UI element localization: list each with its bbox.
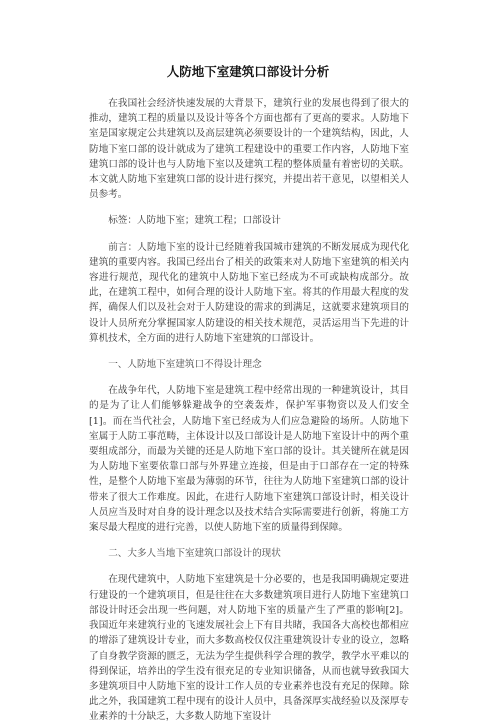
- section-1-heading: 一、人防地下室建筑口不得设计理念: [108, 359, 262, 371]
- spacer: [89, 229, 409, 240]
- spacer: [89, 372, 409, 383]
- document-body: [89, 96, 409, 725]
- keywords-line: 标签：人防地下室；建筑工程；口部设计: [108, 215, 281, 227]
- spacer: [89, 561, 409, 572]
- preface-paragraph: 前言：人防地下室的设计已经随着我国城市建筑的不断发展成为现代化建筑的重要内容。我国已经出台了相关的政策来对人防地下室建筑的相关内容进行规范，现代化的建筑中人防地下室已经成为不可或缺构成部分。故此，在建筑工程中，如何合理的设计人防地下室。将其的作用最大程度的发挥，确保人们以及社会对于人防建设的需求的到满足，这就要求建筑项目的设计人员所充分掌握国家人防建设的相关技术规范，灵活运用当下先进的计算机技术，全方面的进行人防地下室建筑的口部设计。: [89, 241, 409, 344]
- spacer: [89, 346, 409, 357]
- spacer: [89, 535, 409, 546]
- document-title: 人防地下室建筑口部设计分析: [166, 64, 330, 79]
- spacer: [89, 202, 409, 213]
- section-2-heading: 二、大多人当地下室建筑口部设计的现状: [108, 548, 281, 560]
- section-2-paragraph: 在现代建筑中，人防地下室建筑是十分必要的，也是我国明确规定要进行建设的一个建筑项目，但是往往在大多数建筑项目进行人防地下室建筑口部设计时还会出现一些问题，对人防地下室的质量产生了严重的影响[2]。我国近年来建筑行业的飞速发展社会上下有目共睹，我国各大高校也都相应的增添了建筑设计专业，而大多数高校仅仅注重建筑设计专业的设立，忽略了自身教学资源的匮乏，无法为学生提供科学合理的教学，教学水平难以的得到保证，培养出的学生没有很充足的专业知识储备，从而也就导致我国大多建筑项目中人防地下室的设计工作人员的专业素养也没有充足的保障。除此之外，我国建筑工程中现有的设计人员中，具备深厚实战经验以及深厚专业素养的十分缺乏，大多数人防地下室设计: [89, 574, 409, 723]
- abstract-paragraph: 在我国社会经济快速发展的大背景下，建筑行业的发展也得到了很大的推动，建筑工程的质量以及设计等各个方面也都有了更高的要求。人防地下室是国家规定公共建筑以及高层建筑必须要设计的一个建筑结构，因此，人防地下室口部的设计就成为了建筑工程建设中的重要工作内容，人防地下室建筑口部的设计也与人防地下室以及建筑工程的整体质量有着密切的关联。本文就人防地下室建筑口部的设计进行探究，并提出若干意见，以望相关人员参考。: [89, 98, 409, 201]
- section-1-paragraph: 在战争年代，人防地下室是建筑工程中经常出现的一种建筑设计，其目的是为了让人们能够躲避战争的空袭轰炸，保护军事物资以及人们安全[1]。而在当代社会，人防地下室已经成为人们应急避险的场所。人防地下室属于人防工事范畴，主体设计以及口部设计是人防地下室设计中的两个重要组成部分，而最为关键的还是人防地下室口部的设计。其关键所在就是因为人防地下室要依靠口部与外界建立连接，但是由于口部存在一定的特殊性，是整个人防地下室最为薄弱的环节，往往为人防地下室建筑口部的设计带来了很大工作难度。因此，在进行人防地下室建筑口部设计时，相关设计人员应当及时对自身的设计理念以及技术结合实际需要进行创新，将施工方案尽最大程度的进行完善，以使人防地下室的质量得到保障。: [89, 385, 409, 534]
